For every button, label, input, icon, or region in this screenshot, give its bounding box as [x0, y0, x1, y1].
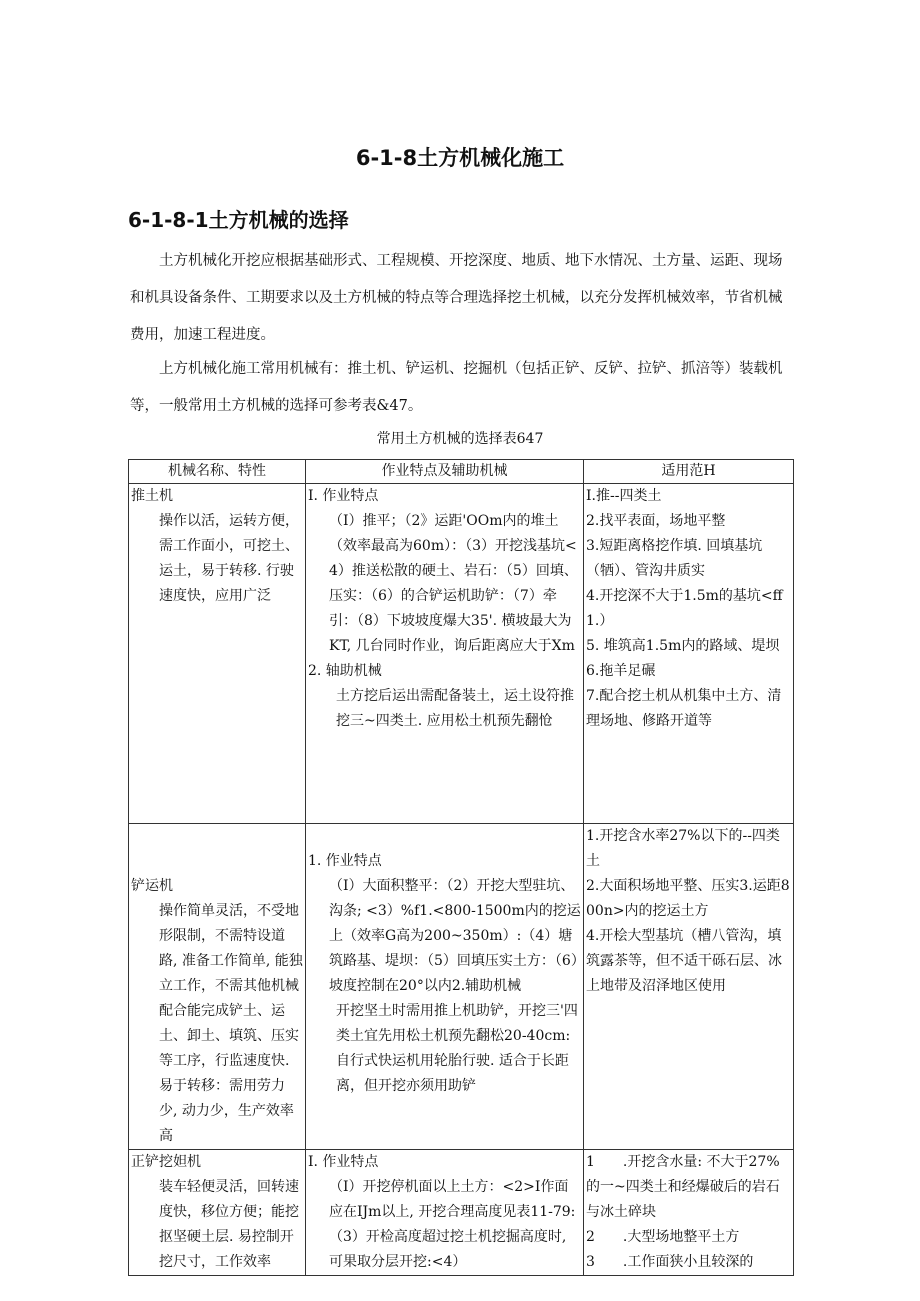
machine-desc: 操作以活，运转方便，需工作面小，可挖土、运土，易于转移. 行驶速度快，应用广泛 — [159, 513, 299, 604]
intro-paragraph: 土方机械化开挖应根据基础形式、工程规模、开挖深度、地质、地下水情况、土方量、运距、现场和机具设备条件、工期要求以及土方机械的特点等合理选择挖土机械，以充分发挥机械效率，节省机械费用，加速工程进度。 — [130, 253, 783, 343]
ops-text: （I）大面积整平：（2）开挖大型驻坑、沟条; <3）%f1.<800-1500m内的挖运上（效率G高为200~350m）:（4）塘筑路基、堤坝：（5）回填压实土方：（6）坡度控制在20°以内2.辅助机械 — [329, 878, 581, 994]
table-header-row — [129, 460, 794, 484]
table-caption: 常用土方机械的选择表647 — [376, 431, 544, 447]
machinery-selection-table — [128, 459, 794, 1276]
ops-heading: 2. 轴助机械 — [308, 663, 382, 679]
operation-cell — [306, 484, 584, 824]
scope-item: 4.开桧大型基坑（槽八管沟，填筑露茶等，但不适干砾石层、冰上地带及沼泽地区使用 — [586, 928, 782, 994]
ops-text: 土方挖后运出需配备装土，运土设符推挖三~四类土. 应用松土机预先翻怆 — [336, 688, 574, 729]
machine-desc: 操作简单灵活，不受地形限制，不需特设道路, 准备工作简单, 能独立工作，不需其他机械配合能完成铲土、运土、卸土、填筑、压实等工序，行监速度快. 易于转移：需用劳力少, 动力少，生产效率高 — [159, 903, 303, 1144]
scope-item: 5. 堆筑高1.5m内的路域、堤坝 — [586, 638, 780, 654]
machine-cell — [129, 1150, 306, 1276]
ops-text: 开挖坚土时需用推上机助铲，开挖三'四类土宜先用松土机预先翻松20-40cm: 自行式快运机用轮胎行驶. 适合于长距离，但开挖亦须用助铲 — [336, 1003, 578, 1094]
section-heading: 6-1-8-1土方机械的选择 — [128, 208, 349, 232]
page-title: 6-1-8土方机械化施工 — [355, 146, 565, 170]
ops-text: （I）推平；（2》运距'OOm内的堆土（效率最高为60m）：（3）开挖浅基坑<4）推送松散的硬土、岩石：（5）回填、压实：（6）的合铲运机助铲：（7）牵引：（8）下坡坡度爆大35'. 横坡最大为KT, 几台同时作业，询后距离应大于Xm — [329, 513, 578, 654]
scope-item: I.推--四类土 — [586, 488, 662, 504]
header-operation: 作业特点及辅助机械 — [306, 460, 584, 484]
ops-text: （I）开挖停机面以上土方：<2>I作面应在IJm以上, 开挖合理高度见表11-79:（3）开检高度超过挖土机挖掘高度时, 可果取分层开挖:<4） — [329, 1179, 576, 1270]
scope-item: 6.拖羊足碾 — [586, 663, 656, 679]
scope-cell — [584, 484, 794, 824]
table-row — [129, 824, 794, 1150]
scope-item: 2.找平表面，场地平整 — [586, 513, 726, 529]
scope-cell — [584, 1150, 794, 1276]
operation-cell — [306, 824, 584, 1150]
ops-heading: I. 作业特点 — [308, 1154, 379, 1170]
scope-item: 3 .工作面狭小且较深的 — [586, 1254, 754, 1270]
table-row — [129, 1150, 794, 1276]
operation-cell — [306, 1150, 584, 1276]
scope-item: 1.开挖含水率27%以下的--四类土 — [586, 828, 780, 869]
scope-item: 2.大面积场地平整、压实3.运距800n>内的挖运土方 — [586, 878, 790, 919]
header-scope: 适用范H — [584, 460, 794, 484]
ops-heading: 1. 作业特点 — [308, 853, 382, 869]
scope-cell — [584, 824, 794, 1150]
machine-cell — [129, 824, 306, 1150]
scope-item: 3.短距离格挖作填. 回填基坑（牺）、管沟井质实 — [586, 538, 763, 579]
header-machine-name: 机械名称、特性 — [129, 460, 306, 484]
machine-desc: 装车轻便灵活，回转速度快，移位方便；能挖抠坚硬土层. 易控制开挖尺寸，工作效率 — [159, 1179, 299, 1270]
scope-item: 2 .大型场地整平土方 — [586, 1229, 740, 1245]
machinery-paragraph: 上方机械化施工常用机械有：推土机、铲运机、挖掘机（包括正铲、反铲、拉铲、抓涪等）装载机等，一般常用土方机械的选择可参考表&47。 — [130, 361, 783, 414]
machine-name: 推土机 — [131, 488, 173, 504]
machine-cell — [129, 484, 306, 824]
ops-heading: I. 作业特点 — [308, 488, 379, 504]
scope-item: 1 .开挖含水量: 不大于27%的一~四类土和经爆破后的岩石与冰土碎块 — [586, 1154, 780, 1220]
machine-name: 正铲挖妲机 — [131, 1154, 201, 1170]
scope-item: 7.配合挖土机从机集中土方、清理场地、修路开道等 — [586, 688, 782, 729]
machine-name: 铲运机 — [131, 878, 173, 894]
scope-item: 4.开挖深不大于1.5m的基坑<ff1.） — [586, 588, 783, 629]
table-row — [129, 484, 794, 824]
